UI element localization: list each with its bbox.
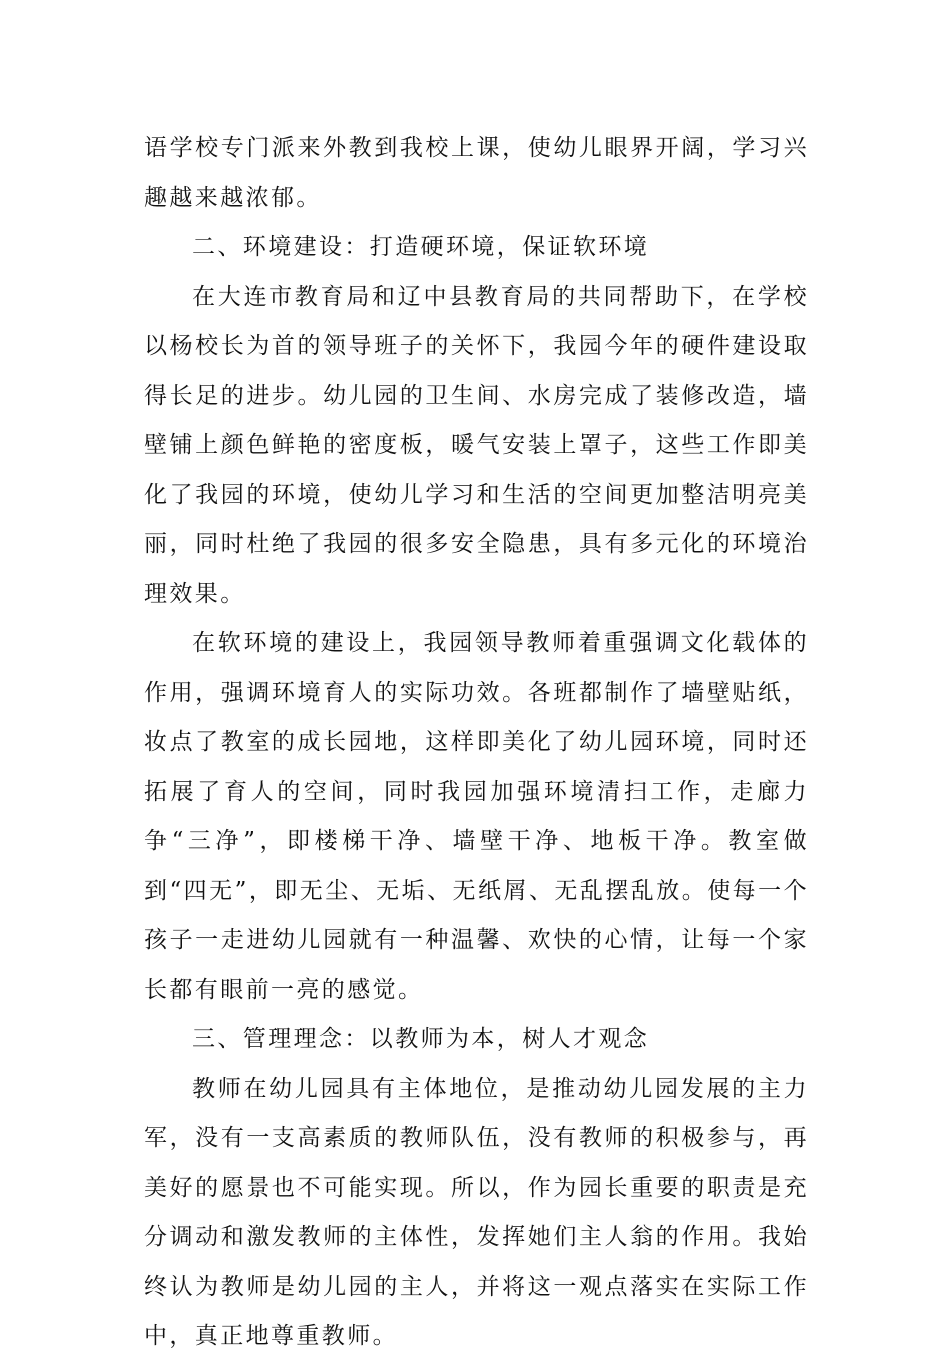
section-heading-environment: 二、环境建设：打造硬环境，保证软环境 xyxy=(192,234,650,260)
paragraph-continuation: 语学校专门派来外教到我校上课，使幼儿眼界开阔，学习兴趣越来越浓郁。 xyxy=(144,135,809,211)
paragraph-hardware-environment: 在大连市教育局和辽中县教育局的共同帮助下，在学校以杨校长为首的领导班子的关怀下，我园今年的硬件建设取得长足的进步。幼儿园的卫生间、水房完成了装修改造，墙壁铺上颜色鲜艳的密度板，暖气安装上罩子，这些工作即美化了我园的环境，使幼儿学习和生活的空间更加整洁明亮美丽，同时杜绝了我园的很多安全隐患，具有多元化的环境治理效果。 xyxy=(144,283,809,607)
document-body xyxy=(144,124,809,1362)
section-heading-management: 三、管理理念：以教师为本，树人才观念 xyxy=(192,1026,650,1052)
paragraph-teacher-centered: 教师在幼儿园具有主体地位，是推动幼儿园发展的主力军，没有一支高素质的教师队伍，没有教师的积极参与，再美好的愿景也不可能实现。所以，作为园长重要的职责是充分调动和激发教师的主体性，发挥她们主人翁的作用。我始终认为教师是幼儿园的主人，并将这一观点落实在实际工作中，真正地尊重教师。 xyxy=(144,1075,809,1349)
paragraph-software-environment: 在软环境的建设上，我园领导教师着重强调文化载体的作用，强调环境育人的实际功效。各班都制作了墙壁贴纸，妆点了教室的成长园地，这样即美化了幼儿园环境，同时还拓展了育人的空间，同时我园加强环境清扫工作，走廊力争“三净”，即楼梯干净、墙壁干净、地板干净。教室做到“四无”，即无尘、无垢、无纸屑、无乱摆乱放。使每一个孩子一走进幼儿园就有一种温馨、欢快的心情，让每一个家长都有眼前一亮的感觉。 xyxy=(144,630,809,1003)
